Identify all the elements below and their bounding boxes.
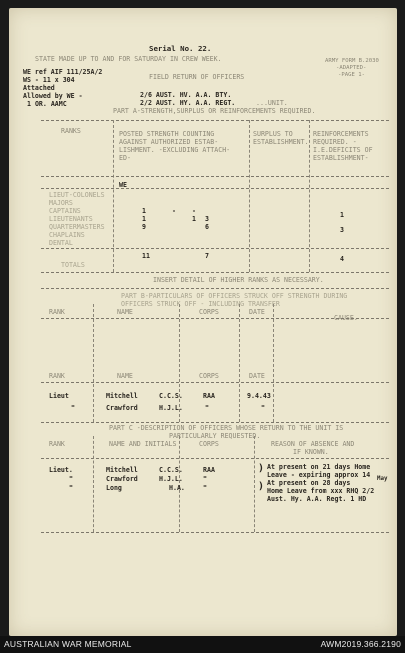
rank-label-1: MAJORS — [49, 199, 73, 207]
rank-label-4: QUARTERMASTERS — [49, 223, 105, 231]
col-surplus-header: SURPLUS TO ESTABLISHMENT. — [253, 130, 309, 146]
part-a-bottom-rule — [41, 272, 389, 273]
serial-number: Serial No. 22. — [149, 44, 212, 53]
part-c-col-divider-1 — [93, 436, 94, 532]
state-subtitle: STATE MADE UP TO AND FOR SATURDAY IN CREW WEEK. — [35, 55, 222, 63]
army-form-title: ARMY FORM B.2030 — [325, 58, 379, 64]
part-b-row-1-corps: H.J.L. — [159, 404, 183, 412]
part-b-row-0-rank: Lieut — [49, 392, 69, 400]
reason-brace-2: ) — [258, 481, 265, 492]
we-reference: WE ref AIF 111/25A/2 — [23, 68, 103, 76]
part-c-title: PART C -DESCRIPTION OF OFFICERS WHOSE RETURN TO THE UNIT IS — [109, 424, 344, 432]
part-c-row-2-rank: " — [69, 484, 73, 492]
allowed-label: Allowed by WE - — [23, 92, 83, 100]
part-c-row-1-rank: " — [69, 475, 73, 483]
posted-value-4: 3 — [205, 215, 209, 223]
ws-reference: WS - 11 x 304 — [23, 76, 75, 84]
col-reinforcements-header: REINFORCEMENTS REQUIRED. -I.E.DEFICITS OF ESTABLISHMENT- — [313, 130, 373, 162]
part-b-col-rank-2: RANK — [49, 372, 65, 380]
part-a-top-rule — [41, 120, 389, 121]
part-a-col-divider-2 — [249, 120, 250, 272]
we-value-2: 9 — [142, 223, 146, 231]
part-c-row-2-unit: " — [203, 484, 207, 492]
part-b-bottom-rule — [41, 422, 389, 423]
document-page — [9, 8, 397, 636]
part-c-col-divider-3 — [254, 436, 255, 532]
reinforcement-value-0: 1 — [340, 211, 344, 219]
part-c-row-0-initials: C.C.S. — [159, 466, 183, 474]
part-c-row-1-unit: " — [203, 475, 207, 483]
part-a-col-divider-1 — [113, 120, 114, 272]
part-b-row-1-name: Crawford — [106, 404, 138, 412]
part-b-row-0-date: 9.4.43 — [247, 392, 271, 400]
totals-label: TOTALS — [61, 261, 85, 269]
rank-label-0: LIEUT-COLONELS — [49, 191, 105, 199]
part-b-subtitle: OFFICERS STRUCK OFF - INCLUDING TRANSFER — [121, 300, 280, 308]
part-b-col-name: NAME — [117, 308, 133, 316]
part-b-col-name-2: NAME — [117, 372, 133, 380]
attached-label: Attached — [23, 84, 55, 92]
allowed-value: 1 OR. AAMC — [27, 100, 67, 108]
part-c-col-reason: REASON OF ABSENCE AND — [271, 440, 355, 448]
unit-line-2: 2/2 AUST. HY. A.A. REGT. — [140, 99, 236, 107]
part-b-col-divider-1 — [93, 304, 94, 422]
part-b-row-0-name: Mitchell — [106, 392, 138, 400]
reason-line-1: Leave - expiring approx 14 — [267, 471, 371, 479]
part-b-col-rank: RANK — [49, 308, 65, 316]
part-c-row-0-rank: Lieut. — [49, 466, 73, 474]
part-c-row-2-name: Long — [106, 484, 122, 492]
part-b-col-divider-4 — [273, 304, 274, 422]
part-a-title: PART A-STRENGTH,SURPLUS OR REINFORCEMENTS REQUIRED. — [113, 107, 316, 115]
part-b-col-corps-2: CORPS — [199, 372, 219, 380]
reason-line-0: At present on 21 days Home — [267, 463, 371, 471]
col-we-subheader: WE — [119, 181, 127, 189]
part-b-col-divider-3 — [239, 304, 240, 422]
rank-label-6: DENTAL — [49, 239, 73, 247]
rank-label-3: LIEUTENANTS — [49, 215, 93, 223]
part-b-mid-rule — [41, 382, 389, 383]
part-b-row-1-unit: " — [205, 404, 209, 412]
part-c-row-2-initials: H.A. — [169, 484, 185, 492]
posted-value-3: 6 — [205, 223, 209, 231]
header-divider — [41, 176, 389, 177]
reason-line-2: At present on 28 days — [267, 479, 351, 487]
unit-suffix: ...UNIT. — [256, 99, 288, 107]
part-c-row-0-unit: RAA — [203, 466, 215, 474]
posted-value-2: 1 — [192, 215, 196, 223]
posted-value-1: - — [192, 207, 196, 215]
we-value-0: 1 — [142, 207, 146, 215]
army-form-page: -PAGE 1- — [338, 72, 365, 78]
unit-line-1: 2/6 AUST. HV. A.A. BTY. — [140, 91, 232, 99]
rank-label-2: CAPTAINS — [49, 207, 81, 215]
footer-bar — [0, 636, 405, 653]
part-c-row-1-initials: H.J.L. — [159, 475, 183, 483]
part-b-row-0-corps: C.C.S. — [159, 392, 183, 400]
part-b-col-corps: CORPS — [199, 308, 219, 316]
footer-institution: AUSTRALIAN WAR MEMORIAL — [4, 639, 132, 649]
part-a-note: INSERT DETAIL OF HIGHER RANKS AS NECESSARY. — [153, 276, 324, 284]
part-b-top-rule — [41, 288, 389, 289]
part-b-title: PART B-PARTICULARS OF OFFICERS STRUCK OFF STRENGTH DURING — [121, 292, 348, 300]
total-we: 11 — [142, 252, 150, 260]
part-b-col-date: DATE — [249, 308, 265, 316]
part-b-row-0-unit: RAA — [203, 392, 215, 400]
part-b-col-date-2: DATE — [249, 372, 265, 380]
totals-divider — [41, 248, 389, 249]
part-b-row-1-date: " — [261, 404, 265, 412]
part-c-col-reason-2: IF KNOWN. — [293, 448, 329, 456]
reinforcement-value-1: 3 — [340, 226, 344, 234]
we-value-1: 1 — [142, 215, 146, 223]
col-ranks-header: RANKS — [61, 127, 81, 135]
reason-brace-1: ) — [258, 463, 265, 474]
reason-line-3: Home Leave from xxx RHQ 2/2 — [267, 487, 375, 495]
col-posted-strength-header: POSTED STRENGTH COUNTING AGAINST AUTHORIZED ESTAB-LISHMENT. -EXCLUDING ATTACH-ED- — [119, 130, 231, 162]
part-c-subtitle: PARTICULARLY REQUESTED. — [169, 432, 261, 440]
footer-accession-number: AWM2019.366.2190 — [320, 639, 401, 649]
reason-line-4: Aust. Hy. A.A. Regt. 1 HD — [267, 495, 367, 503]
army-form-sub: -ADAPTED- — [336, 65, 367, 71]
part-c-bottom-rule — [41, 532, 389, 533]
part-b-row-1-rank: " — [71, 404, 75, 412]
total-posted: 7 — [205, 252, 209, 260]
total-reinforcements: 4 — [340, 255, 344, 263]
part-b-col-cause: CAUSE. — [334, 314, 358, 322]
part-c-row-0-name: Mitchell — [106, 466, 138, 474]
part-a-col-divider-3 — [309, 120, 310, 272]
reason-extra: May — [377, 476, 388, 482]
subheader-divider — [41, 188, 389, 189]
part-c-col-corps: CORPS — [199, 440, 219, 448]
rank-label-5: CHAPLAINS — [49, 231, 85, 239]
posted-value-0: - — [172, 207, 176, 215]
field-return-title: FIELD RETURN OF OFFICERS — [149, 73, 245, 81]
part-c-row-1-name: Crawford — [106, 475, 138, 483]
part-c-col-rank: RANK — [49, 440, 65, 448]
part-c-col-name: NAME AND INITIALS — [109, 440, 177, 448]
